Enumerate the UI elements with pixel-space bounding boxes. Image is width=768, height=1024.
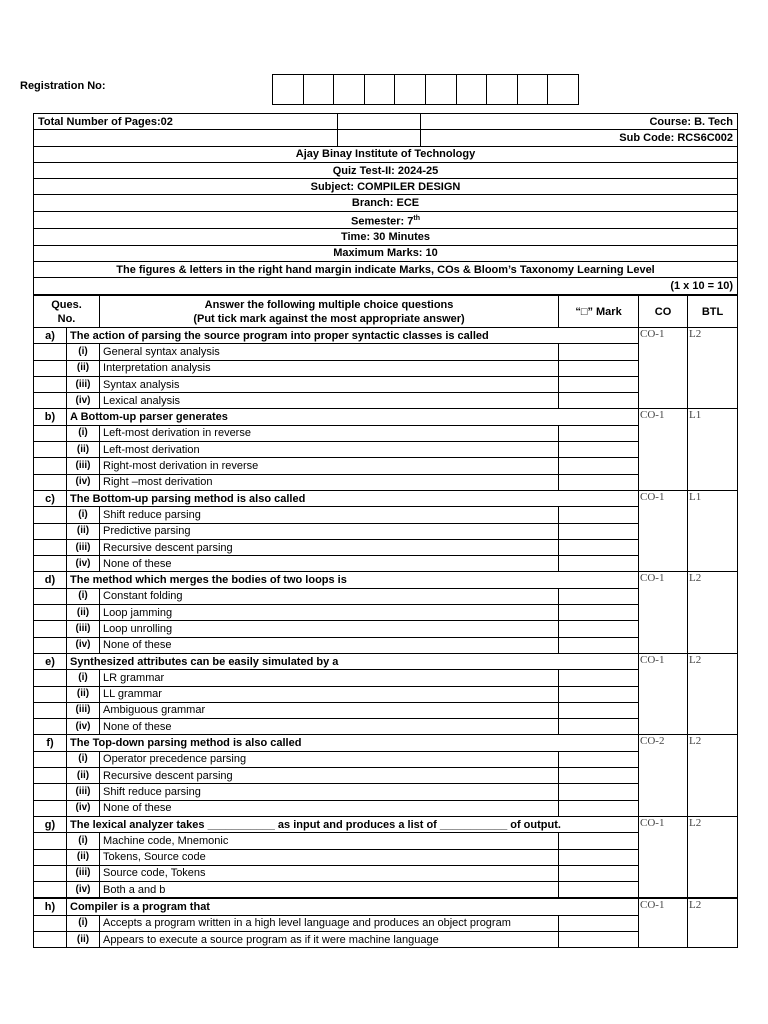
option-number: (ii) [67, 360, 100, 376]
question-btl: L2 [688, 572, 738, 653]
registration-digit-box[interactable] [394, 74, 426, 105]
semester-superscript: th [413, 214, 420, 222]
option-text: Accepts a program written in a high level language and produces an object program [100, 915, 559, 931]
option-row [34, 800, 738, 816]
question-number: e) [34, 653, 67, 669]
sub-code: Sub Code: RCS6C002 [421, 130, 738, 146]
option-text: Recursive descent parsing [100, 768, 559, 784]
option-text: Shift reduce parsing [100, 784, 559, 800]
question-row [34, 490, 738, 506]
option-row [34, 719, 738, 735]
tick-mark-cell[interactable] [559, 344, 639, 360]
question-text: Synthesized attributes can be easily simulated by a [67, 653, 639, 669]
question-btl: L2 [688, 816, 738, 898]
option-row [34, 474, 738, 490]
option-text: Machine code, Mnemonic [100, 833, 559, 849]
ques-header-line1: Ques. [51, 298, 82, 311]
option-number: (i) [67, 344, 100, 360]
option-text: Shift reduce parsing [100, 507, 559, 523]
option-text: Left-most derivation in reverse [100, 425, 559, 441]
option-text: Lexical analysis [100, 393, 559, 409]
tick-mark-cell[interactable] [559, 523, 639, 539]
option-number: (iii) [67, 784, 100, 800]
option-number: (i) [67, 588, 100, 604]
question-number: a) [34, 328, 67, 344]
option-row [34, 393, 738, 409]
question-co: CO-2 [639, 735, 688, 816]
option-number: (i) [67, 507, 100, 523]
option-text: Right-most derivation in reverse [100, 458, 559, 474]
option-number: (ii) [67, 605, 100, 621]
question-co: CO-1 [639, 653, 688, 734]
option-number: (iii) [67, 702, 100, 718]
tick-mark-cell[interactable] [559, 751, 639, 767]
question-text: The Bottom-up parsing method is also called [67, 490, 639, 506]
tick-mark-cell[interactable] [559, 686, 639, 702]
option-number: (i) [67, 425, 100, 441]
option-number: (iv) [67, 800, 100, 816]
registration-number-boxes[interactable] [272, 74, 579, 105]
option-row [34, 458, 738, 474]
tick-mark-cell[interactable] [559, 474, 639, 490]
tick-mark-cell[interactable] [559, 915, 639, 931]
option-text: Both a and b [100, 882, 559, 899]
option-row [34, 442, 738, 458]
instructions: The figures & letters in the right hand margin indicate Marks, COs & Bloom’s Taxonomy Learning Level [34, 262, 738, 278]
question-row [34, 409, 738, 425]
tick-mark-cell[interactable] [559, 931, 639, 947]
option-number: (i) [67, 915, 100, 931]
option-text: None of these [100, 556, 559, 572]
option-text: Interpretation analysis [100, 360, 559, 376]
tick-mark-cell[interactable] [559, 556, 639, 572]
question-number: f) [34, 735, 67, 751]
tick-mark-cell[interactable] [559, 784, 639, 800]
question-row [34, 898, 738, 915]
btl-header: BTL [688, 296, 738, 328]
question-co: CO-1 [639, 898, 688, 947]
option-text: General syntax analysis [100, 344, 559, 360]
option-text: Loop unrolling [100, 621, 559, 637]
option-row [34, 539, 738, 555]
option-number: (ii) [67, 523, 100, 539]
tick-mark-cell[interactable] [559, 393, 639, 409]
question-btl: L1 [688, 490, 738, 571]
option-text: Loop jamming [100, 605, 559, 621]
option-row [34, 702, 738, 718]
questions-table [33, 295, 738, 948]
question-number: h) [34, 898, 67, 915]
option-row [34, 686, 738, 702]
tick-mark-cell[interactable] [559, 442, 639, 458]
question-btl: L2 [688, 735, 738, 816]
registration-digit-box[interactable] [517, 74, 549, 105]
ques-no-header [34, 296, 100, 328]
tick-mark-cell[interactable] [559, 702, 639, 718]
option-text: None of these [100, 800, 559, 816]
option-number: (ii) [67, 686, 100, 702]
exam-header-table [33, 113, 738, 295]
tick-mark-cell[interactable] [559, 425, 639, 441]
tick-mark-cell[interactable] [559, 670, 639, 686]
option-text: None of these [100, 719, 559, 735]
question-text: The Top-down parsing method is also called [67, 735, 639, 751]
max-marks: Maximum Marks: 10 [34, 245, 738, 261]
question-btl: L2 [688, 328, 738, 409]
semester-text: Semester: 7 [351, 215, 414, 228]
option-number: (iii) [67, 865, 100, 881]
question-row [34, 653, 738, 669]
registration-digit-box[interactable] [425, 74, 457, 105]
institute-name: Ajay Binay Institute of Technology [34, 146, 738, 162]
question-text: The action of parsing the source program into proper syntactic classes is called [67, 328, 639, 344]
answer-header-line2: (Put tick mark against the most appropriate answer) [193, 312, 465, 325]
option-row [34, 588, 738, 604]
option-text: LR grammar [100, 670, 559, 686]
option-row [34, 344, 738, 360]
ques-header-line2: No. [57, 312, 76, 325]
question-btl: L2 [688, 653, 738, 734]
total-pages: Total Number of Pages:02 [34, 114, 338, 130]
option-row [34, 670, 738, 686]
option-text: Predictive parsing [100, 523, 559, 539]
question-row [34, 328, 738, 344]
registration-digit-box[interactable] [547, 74, 579, 105]
tick-mark-cell[interactable] [559, 376, 639, 392]
question-number: c) [34, 490, 67, 506]
tick-mark-cell[interactable] [559, 833, 639, 849]
tick-mark-cell[interactable] [559, 865, 639, 881]
question-co: CO-1 [639, 328, 688, 409]
tick-mark-cell[interactable] [559, 719, 639, 735]
option-number: (ii) [67, 931, 100, 947]
question-text: A Bottom-up parser generates [67, 409, 639, 425]
option-text: Tokens, Source code [100, 849, 559, 865]
option-row [34, 621, 738, 637]
tick-mark-cell[interactable] [559, 768, 639, 784]
question-btl: L2 [688, 898, 738, 947]
registration-digit-box[interactable] [333, 74, 365, 105]
option-number: (iv) [67, 474, 100, 490]
option-number: (iii) [67, 539, 100, 555]
registration-digit-box[interactable] [486, 74, 518, 105]
co-header: CO [639, 296, 688, 328]
question-number: g) [34, 816, 67, 832]
option-text: Ambiguous grammar [100, 702, 559, 718]
option-text: Recursive descent parsing [100, 539, 559, 555]
question-text: The lexical analyzer takes ___________ as input and produces a list of ___________ of output. [67, 816, 639, 832]
option-number: (i) [67, 751, 100, 767]
question-row [34, 816, 738, 832]
question-number: b) [34, 409, 67, 425]
option-text: Right –most derivation [100, 474, 559, 490]
question-row [34, 572, 738, 588]
option-number: (iv) [67, 393, 100, 409]
option-number: (iv) [67, 719, 100, 735]
question-number: d) [34, 572, 67, 588]
question-co: CO-1 [639, 490, 688, 571]
tick-mark-cell[interactable] [559, 605, 639, 621]
option-row [34, 915, 738, 931]
question-text: Compiler is a program that [67, 898, 639, 915]
time: Time: 30 Minutes [34, 229, 738, 245]
question-row [34, 735, 738, 751]
option-text: Appears to execute a source program as if it were machine language [100, 931, 559, 947]
tick-mark-cell[interactable] [559, 637, 639, 653]
tick-mark-cell[interactable] [559, 539, 639, 555]
quiz-title: Quiz Test-II: 2024-25 [34, 162, 738, 178]
option-number: (ii) [67, 849, 100, 865]
answer-header-line1: Answer the following multiple choice questions [204, 298, 454, 311]
option-number: (ii) [67, 442, 100, 458]
tick-mark-cell[interactable] [559, 800, 639, 816]
subject: Subject: COMPILER DESIGN [34, 179, 738, 195]
option-number: (iii) [67, 376, 100, 392]
option-number: (iv) [67, 556, 100, 572]
marks-scheme: (1 x 10 = 10) [34, 278, 738, 294]
tick-mark-cell[interactable] [559, 849, 639, 865]
option-number: (iv) [67, 882, 100, 899]
question-co: CO-1 [639, 816, 688, 898]
option-row [34, 376, 738, 392]
tick-mark-cell[interactable] [559, 621, 639, 637]
tick-mark-cell[interactable] [559, 507, 639, 523]
tick-mark-cell[interactable] [559, 588, 639, 604]
tick-mark-cell[interactable] [559, 882, 639, 899]
mark-header: “□” Mark [559, 296, 639, 328]
tick-mark-cell[interactable] [559, 360, 639, 376]
option-text: Syntax analysis [100, 376, 559, 392]
option-text: Constant folding [100, 588, 559, 604]
option-number: (iii) [67, 458, 100, 474]
option-row [34, 507, 738, 523]
option-row [34, 605, 738, 621]
option-text: Left-most derivation [100, 442, 559, 458]
option-row [34, 768, 738, 784]
registration-label: Registration No: [20, 80, 106, 92]
registration-digit-box[interactable] [364, 74, 396, 105]
option-row [34, 360, 738, 376]
answer-header [100, 296, 559, 328]
tick-mark-cell[interactable] [559, 458, 639, 474]
option-row [34, 931, 738, 947]
question-co: CO-1 [639, 409, 688, 490]
option-number: (ii) [67, 768, 100, 784]
option-text: Operator precedence parsing [100, 751, 559, 767]
option-text: Source code, Tokens [100, 865, 559, 881]
option-row [34, 523, 738, 539]
option-number: (i) [67, 670, 100, 686]
option-row [34, 865, 738, 881]
option-number: (iii) [67, 621, 100, 637]
semester [34, 211, 738, 229]
question-btl: L1 [688, 409, 738, 490]
option-row [34, 784, 738, 800]
registration-digit-box[interactable] [456, 74, 488, 105]
option-number: (iv) [67, 637, 100, 653]
question-text: The method which merges the bodies of two loops is [67, 572, 639, 588]
registration-digit-box[interactable] [303, 74, 335, 105]
branch: Branch: ECE [34, 195, 738, 211]
option-row [34, 833, 738, 849]
option-row [34, 556, 738, 572]
question-co: CO-1 [639, 572, 688, 653]
option-row [34, 849, 738, 865]
option-row [34, 637, 738, 653]
course: Course: B. Tech [421, 114, 738, 130]
option-number: (i) [67, 833, 100, 849]
option-row [34, 751, 738, 767]
option-row [34, 882, 738, 899]
option-text: None of these [100, 637, 559, 653]
option-text: LL grammar [100, 686, 559, 702]
registration-digit-box[interactable] [272, 74, 304, 105]
option-row [34, 425, 738, 441]
